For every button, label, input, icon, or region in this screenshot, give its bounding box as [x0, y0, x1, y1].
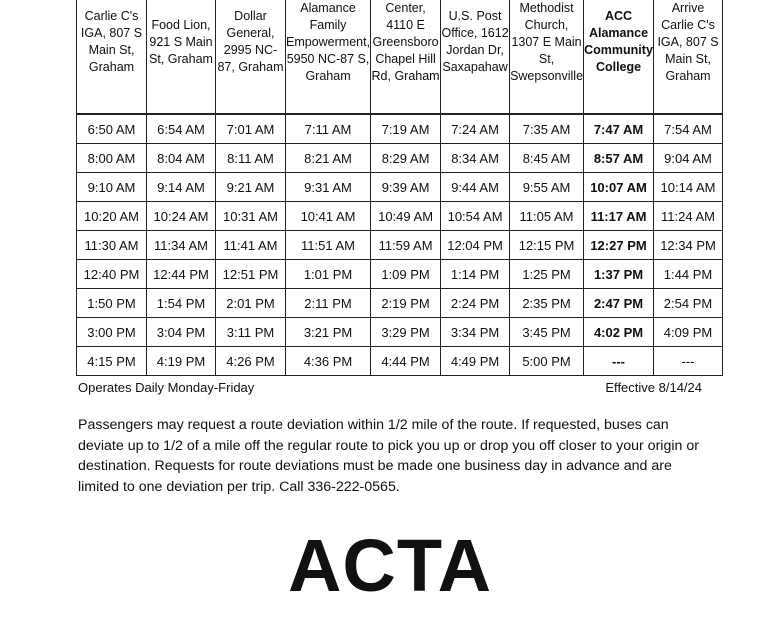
departure-time: 9:39 AM: [371, 173, 441, 202]
departure-time: 2:01 PM: [216, 289, 286, 318]
departure-time: 4:09 PM: [654, 318, 723, 347]
departure-time: 1:01 PM: [286, 260, 371, 289]
stop-header-1: Carlie C's IGA, 807 S Main St, Graham: [77, 0, 147, 114]
departure-time: 4:36 PM: [286, 347, 371, 376]
departure-time: 2:35 PM: [510, 289, 584, 318]
departure-time: 12:40 PM: [77, 260, 147, 289]
departure-time: 9:14 AM: [147, 173, 216, 202]
departure-time: 7:35 AM: [510, 114, 584, 144]
trip-row: [77, 318, 723, 347]
trip-row: [77, 114, 723, 144]
departure-time: 10:41 AM: [286, 202, 371, 231]
departure-time: 8:21 AM: [286, 144, 371, 173]
departure-time: 6:54 AM: [147, 114, 216, 144]
departure-time: 10:20 AM: [77, 202, 147, 231]
departure-time: 8:04 AM: [147, 144, 216, 173]
stop-header-9: Arrive Carlie C's IGA, 807 S Main St, Graham: [654, 0, 723, 114]
trip-row: [77, 260, 723, 289]
departure-time: 1:37 PM: [584, 260, 654, 289]
departure-time: 9:04 AM: [654, 144, 723, 173]
effective-date: Effective 8/14/24: [605, 380, 702, 395]
departure-time: 11:30 AM: [77, 231, 147, 260]
departure-time: 3:11 PM: [216, 318, 286, 347]
stop-header-2: Food Lion, 921 S Main St, Graham: [147, 0, 216, 114]
departure-time: 6:50 AM: [77, 114, 147, 144]
departure-time: 4:02 PM: [584, 318, 654, 347]
departure-time: 11:05 AM: [510, 202, 584, 231]
departure-time: 1:09 PM: [371, 260, 441, 289]
operates-note: Operates Daily Monday-Friday: [78, 380, 255, 395]
departure-time: 10:24 AM: [147, 202, 216, 231]
departure-time: 8:29 AM: [371, 144, 441, 173]
departure-time: 4:26 PM: [216, 347, 286, 376]
trip-row: [77, 347, 723, 376]
departure-time: 3:00 PM: [77, 318, 147, 347]
departure-time: 10:49 AM: [371, 202, 441, 231]
stop-header-4: Alamance Family Empowerment, 5950 NC-87 S, Graham: [286, 0, 371, 114]
departure-time: 3:21 PM: [286, 318, 371, 347]
departure-time: 7:11 AM: [286, 114, 371, 144]
departure-time: 10:31 AM: [216, 202, 286, 231]
schedule-footer: [78, 380, 702, 395]
departure-time: 11:51 AM: [286, 231, 371, 260]
departure-time: 1:25 PM: [510, 260, 584, 289]
departure-time: 2:19 PM: [371, 289, 441, 318]
departure-time: 3:34 PM: [441, 318, 510, 347]
departure-time: 8:00 AM: [77, 144, 147, 173]
departure-time: 1:50 PM: [77, 289, 147, 318]
departure-time: 2:11 PM: [286, 289, 371, 318]
departure-time: 12:15 PM: [510, 231, 584, 260]
departure-time: 7:24 AM: [441, 114, 510, 144]
departure-time: 11:24 AM: [654, 202, 723, 231]
departure-time: 2:54 PM: [654, 289, 723, 318]
departure-time: 7:19 AM: [371, 114, 441, 144]
departure-time: 2:47 PM: [584, 289, 654, 318]
departure-time: 12:44 PM: [147, 260, 216, 289]
departure-time: 4:19 PM: [147, 347, 216, 376]
departure-time: 7:54 AM: [654, 114, 723, 144]
acta-logo: ACTA: [287, 524, 493, 607]
stop-header-7: Methodist Church, 1307 E Main St, Swepsonville: [510, 0, 584, 114]
departure-time: 1:54 PM: [147, 289, 216, 318]
departure-time: ---: [654, 347, 723, 376]
departure-time: 7:47 AM: [584, 114, 654, 144]
departure-time: 3:04 PM: [147, 318, 216, 347]
departure-time: 4:44 PM: [371, 347, 441, 376]
stop-header-5: Center, 4110 E Greensboro Chapel Hill Rd, Graham: [371, 0, 441, 114]
departure-time: 9:44 AM: [441, 173, 510, 202]
departure-time: 8:11 AM: [216, 144, 286, 173]
departure-time: 9:31 AM: [286, 173, 371, 202]
departure-time: 8:57 AM: [584, 144, 654, 173]
departure-time: 2:24 PM: [441, 289, 510, 318]
trip-row: [77, 289, 723, 318]
departure-time: 3:29 PM: [371, 318, 441, 347]
departure-time: 10:07 AM: [584, 173, 654, 202]
departure-time: 10:14 AM: [654, 173, 723, 202]
departure-time: 4:49 PM: [441, 347, 510, 376]
trip-row: [77, 144, 723, 173]
departure-time: 3:45 PM: [510, 318, 584, 347]
departure-time: 1:14 PM: [441, 260, 510, 289]
departure-time: 10:54 AM: [441, 202, 510, 231]
departure-time: 8:45 AM: [510, 144, 584, 173]
departure-time: 11:17 AM: [584, 202, 654, 231]
stop-header-3: Dollar General, 2995 NC-87, Graham: [216, 0, 286, 114]
departure-time: 1:44 PM: [654, 260, 723, 289]
departure-time: 5:00 PM: [510, 347, 584, 376]
stop-header-row: [77, 0, 723, 114]
departure-time: ---: [584, 347, 654, 376]
departure-time: 9:10 AM: [77, 173, 147, 202]
departure-time: 12:04 PM: [441, 231, 510, 260]
trip-row: [77, 173, 723, 202]
departure-time: 9:55 AM: [510, 173, 584, 202]
trip-row: [77, 202, 723, 231]
departure-time: 4:15 PM: [77, 347, 147, 376]
schedule-table: [76, 0, 723, 376]
route-deviation-notice: Passengers may request a route deviation within 1/2 mile of the route. If requested, buses can deviate up to 1/2 of a mile off the regular route to pick you up or drop you off closer to your origin or destination. Requests for route deviations must be made one business day in advance and are limited to one deviation per trip. Call 336-222-0565.: [78, 417, 699, 495]
departure-time: 7:01 AM: [216, 114, 286, 144]
departure-time: 12:27 PM: [584, 231, 654, 260]
departure-time: 11:59 AM: [371, 231, 441, 260]
stop-header-8: ACC Alamance Community College: [584, 0, 654, 114]
departure-time: 12:34 PM: [654, 231, 723, 260]
departure-time: 11:41 AM: [216, 231, 286, 260]
trip-row: [77, 231, 723, 260]
departure-time: 9:21 AM: [216, 173, 286, 202]
stop-header-6: U.S. Post Office, 1612 Jordan Dr, Saxapahaw: [441, 0, 510, 114]
departure-time: 8:34 AM: [441, 144, 510, 173]
departure-time: 12:51 PM: [216, 260, 286, 289]
departure-time: 11:34 AM: [147, 231, 216, 260]
